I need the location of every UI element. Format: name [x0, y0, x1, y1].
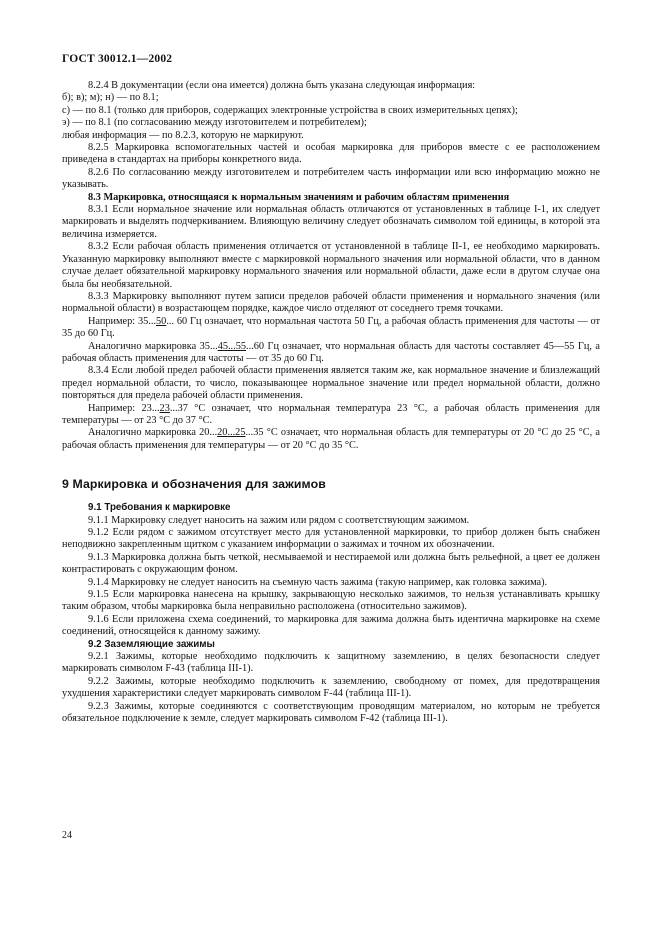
- standard-header: ГОСТ 30012.1—2002: [62, 53, 173, 65]
- page-number: 24: [62, 830, 72, 841]
- list-item-s: с) — по 8.1 (только для приборов, содержащих электронные устройства в своих измерительных цепях);: [62, 104, 518, 116]
- paragraph-9-2-2: 9.2.2 Зажимы, которые необходимо подключить к заземлению, свободному от помех, для предотвращения ухудшения характеристики следует маркировать символом F-44 (таблица III-1).: [62, 675, 600, 700]
- paragraph-8-3-4: 8.3.4 Если любой предел рабочей области применения является таким же, как нормальное значение и близлежащий предел нормальной области, то число, показывающее нормальное значение или предел нормальной области, должно повторяться для предела рабочей области применения.: [62, 365, 600, 402]
- paragraph-8-2-5: 8.2.5 Маркировка вспомогательных частей и особая маркировка для приборов вместе с ее расположением приведена в стандартах на приборы конкретного вида.: [62, 142, 600, 166]
- paragraph-9-1-2: 9.1.2 Если рядом с зажимом отсутствует место для установленной маркировки, то прибор должен быть снабжен неподвижно закрепленным щитком с указанием информации о зажимах и точном их обозначении.: [62, 527, 600, 551]
- subheading-9-2: 9.2 Заземляющие зажимы: [88, 638, 215, 650]
- example-frequency-range: Аналогично маркировка 35...45...55...60 Гц означает, что нормальная область для частоты составляет 45—55 Гц, а рабочая область применения для частоты — от 35 до 60 Гц.: [62, 340, 600, 364]
- list-item-b-v-m-n: б); в); м); н) — по 8.1;: [62, 92, 159, 104]
- paragraph-8-2-6: 8.2.6 По согласованию между изготовителем и потребителем часть информации или всю информацию можно не указывать.: [62, 166, 600, 191]
- example-frequency: Например: 35...50... 60 Гц означает, что нормальная частота 50 Гц, а рабочая область применения для частоты — от 35 до 60 Гц.: [62, 315, 600, 340]
- list-item-any: любая информация — по 8.2.3, которую не маркируют.: [62, 129, 304, 141]
- paragraph-9-1-3: 9.1.3 Маркировка должна быть четкой, несмываемой и нестираемой или должна быть рельефной, а цвет ее должен контрастировать с окружающим фоном.: [62, 551, 600, 576]
- section-9-heading: 9 Маркировка и обозначения для зажимов: [62, 477, 326, 492]
- list-item-e: э) — по 8.1 (по согласованию между изготовителем и потребителем);: [62, 117, 367, 129]
- paragraph-9-1-1: 9.1.1 Маркировку следует наносить на зажим или рядом с соответствующим зажимом.: [88, 514, 470, 526]
- page-content: [62, 80, 600, 726]
- paragraph-8-2-4: 8.2.4 В документации (если она имеется) должна быть указана следующая информация:: [88, 80, 476, 91]
- paragraph-9-1-4: 9.1.4 Маркировку не следует наносить на съемную часть зажима (такую например, как головка зажима).: [88, 576, 548, 588]
- subheading-8-3: 8.3 Маркировка, относящаяся к нормальным значениям и рабочим областям применения: [88, 191, 510, 203]
- paragraph-9-2-3: 9.2.3 Зажимы, которые соединяются с соответствующим проводящим материалом, но которым не требуется обязательное подключение к земле, следует маркировать символом F-42 (таблица III-1).: [62, 700, 600, 725]
- paragraph-8-3-3: 8.3.3 Маркировку выполняют путем записи пределов рабочей области применения и нормального значения (или нормальной области) в возрастающем порядке, каждое число отделяют от соседнего тремя точками.: [62, 290, 600, 315]
- paragraph-8-3-1: 8.3.1 Если нормальное значение или нормальная область отличаются от установленных в таблице I-1, их следует маркировать и выделять подчеркиванием. Влияющую величину следует обозначать символом той единицы, в которой эта величина измеряется.: [62, 204, 600, 240]
- paragraph-9-2-1: 9.2.1 Зажимы, которые необходимо подключить к защитному заземлению, в целях безопасности следует маркировать символом F-43 (таблица III-1).: [62, 651, 600, 675]
- paragraph-9-1-6: 9.1.6 Если приложена схема соединений, то маркировка для зажима должна быть идентична маркировке на схеме соединений, относящейся к данному зажиму.: [62, 613, 600, 638]
- paragraph-8-3-2: 8.3.2 Если рабочая область применения отличается от установленной в таблице II-1, ее необходимо маркировать. Указанную маркировку выполняют вместе с маркировкой нормального значения или нормальной области, что в данном случае делает обязательной маркировку нормального значения или нормальной области, даже если в другом случае она была бы необязательной.: [62, 241, 600, 290]
- subheading-9-1: 9.1 Требования к маркировке: [88, 502, 231, 514]
- example-temperature-range: Аналогично маркировка 20...20...25...35 °С означает, что нормальная область для температуры от 20 °С до 25 °С, а рабочая область применения для температуры — от 20 °С до 35 °С.: [62, 427, 600, 451]
- example-temperature: Например: 23...23...37 °С означает, что нормальная температура 23 °С, а рабочая область применения для температуры — от 23 °С до 37 °С.: [62, 402, 600, 426]
- paragraph-9-1-5: 9.1.5 Если маркировка нанесена на крышку, закрывающую несколько зажимов, то нельзя устанавливать крышку таким образом, чтобы маркировка была неправильно расположена (относительно зажимов).: [62, 589, 600, 613]
